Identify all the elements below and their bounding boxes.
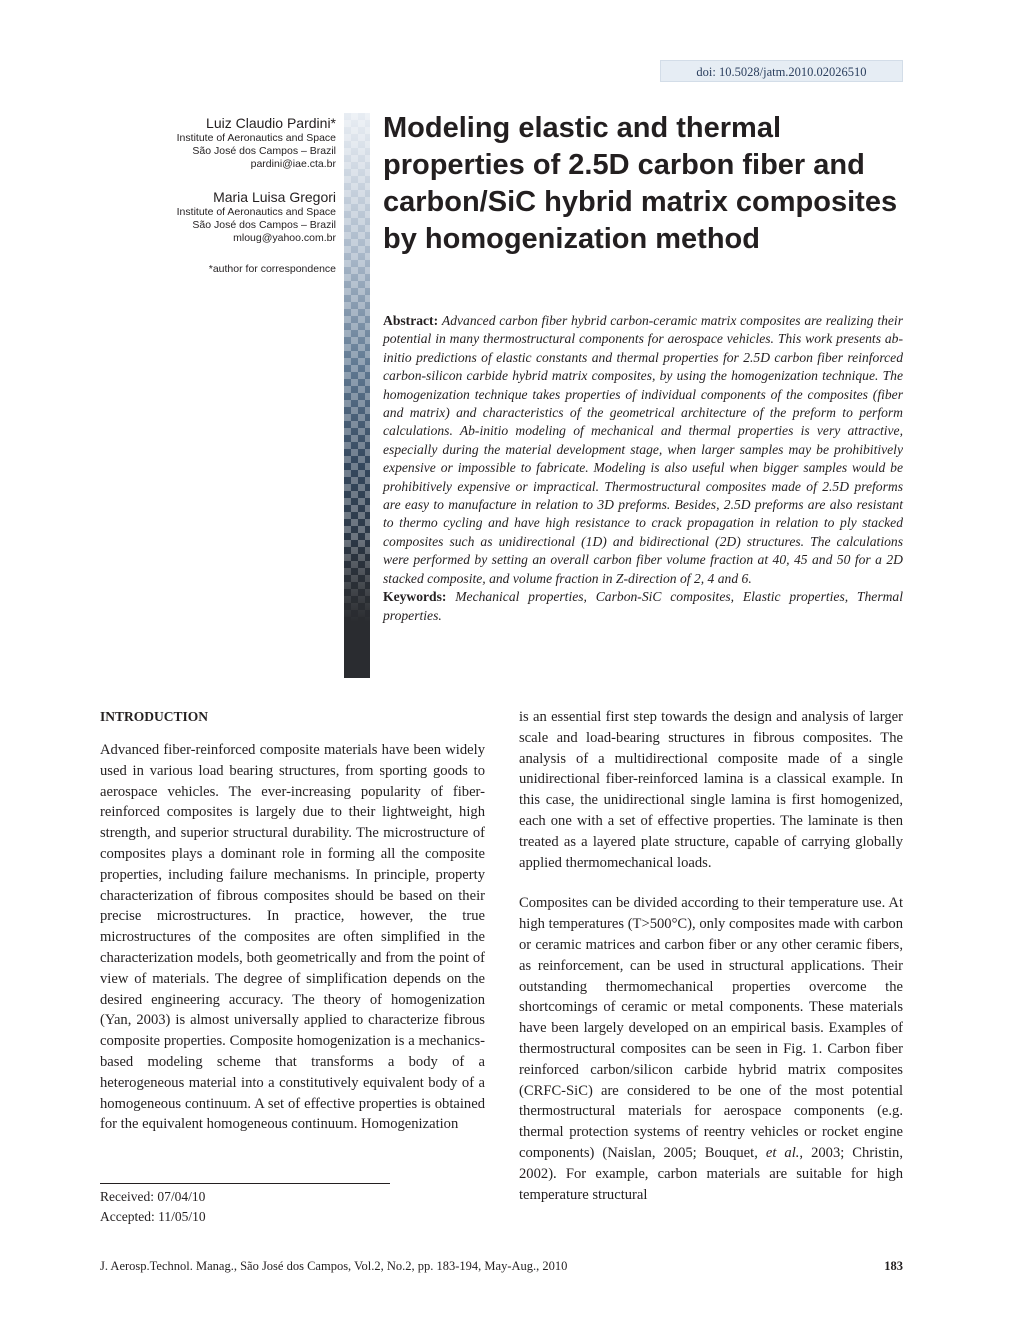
introduction-paragraph-2: [519, 893, 903, 1205]
keywords-label: Keywords:: [383, 589, 447, 605]
abstract-label: Abstract:: [383, 313, 439, 328]
footnote-divider: [100, 1183, 390, 1184]
author-name: Luiz Claudio Pardini*: [206, 115, 336, 131]
abstract: [383, 312, 903, 625]
abstract-text: Advanced carbon fiber hybrid carbon-ceramic matrix composites are realizing their potential in many thermostructural components for aerospace vehicles. This work presents ab-initio predictions of elastic constants and thermal properties for 2.5D carbon fiber reinforced carbon-silicon carbide hybrid matrix composites, by using the homogenization technique. The homogenization technique takes properties of individual components of the composites (fiber and matrix) and characteristics of the geometrical architecture of the preform to perform calculations. Ab-initio modeling of mechanical and thermal properties is very attractive, especially during the material development stage, when larger samples may be prohibitively expensive or impossible to fabricate. Modeling is also useful when bigger samples would be prohibitively expensive or impractical. Thermostructural composites made of 2.5D preforms are easy to manufacture in relation to 3D preforms. Besides, 2.5D preforms are also resistant to thermo cycling and have high resistance to crack propagation in relation to ply stacked composites such as unidirectional (1D) and bidirectional (2D) structures. The calculations were performed by setting an overall carbon fiber volume fraction at 40, 45 and 50 for a 2D stacked composite, and volume fraction in Z-direction of 2, 4 and 6.: [383, 313, 903, 586]
keywords-text: Mechanical properties, Carbon-SiC composites, Elastic properties, Thermal properties.: [383, 589, 904, 623]
page-footer: [100, 1258, 903, 1274]
author-email[interactable]: mloug@yahoo.com.br: [233, 232, 336, 244]
doi-badge[interactable]: doi: 10.5028/jatm.2010.02026510: [660, 60, 903, 82]
paragraph-2-text-continued: , 2003; Christin, 2002). For example, carbon materials are suitable for high temperature structural: [519, 1144, 903, 1203]
author-name: Maria Luisa Gregori: [213, 189, 336, 205]
author-email[interactable]: pardini@iae.cta.br: [250, 158, 336, 170]
citation-et-al: et al.: [765, 1144, 800, 1161]
paragraph-2-text: Composites can be divided according to their temperature use. At high temperatures (T>500°C), only composites made with carbon or ceramic matrices and carbon fiber or any other ceramic fibers, as reinforcement, can be used in structural applications. Their outstanding thermomechanical properties overcome the shortcomings of ceramic or metal components. These materials have been largely developed on an empirical basis. Examples of thermostructural composites can be seen in Fig. 1. Carbon fiber reinforced carbon/silicon carbide hybrid matrix composites (CRFC-SiC) are considered to be one of the most potential thermostructural materials for aerospace components (e.g. thermal protection systems of reentry vehicles or rocket engine components) (Naislan, 2005; Bouquet,: [519, 895, 903, 1161]
introduction-paragraph-1: Advanced fiber-reinforced composite materials have been widely used in various load bearing structures, from sporting goods to aerospace vehicles. The ever-increasing popularity of fiber-reinforced composites is largely due to their lightweight, high strength, and superior structural durability. The microstructure of composites plays a dominant role in forming all the composite properties, including failure mechanisms. In principle, property characterization of fibrous composites should be based on their precise microstructures. In practice, however, the true microstructures of the composites are often simplified in the characterization models, both geometrically and from the point of view of materials. The degree of simplification depends on the desired engineering accuracy. The theory of homogenization (Yan, 2003) is almost universally applied to characterize fibrous composite properties. Composite homogenization is a mechanics-based modeling scheme that transforms a body of a heterogeneous material into a constitutively equivalent body of a homogeneous continuum. A set of effective properties is obtained for the equivalent homogeneous continuum. Homogenization: [100, 742, 485, 1133]
introduction-paragraph-1-continued: is an essential first step towards the design and analysis of larger scale and load-bearing structures in fibrous composites. The analysis of a multidirectional composite made of a single unidirectional fiber-reinforced lamina is a classical example. In this case, the unidirectional single lamina is first homogenized, each one with a set of effective properties. The laminate is then treated as a layered plate structure, capable of carrying globally applied thermomechanical loads.: [519, 709, 903, 871]
section-heading-introduction: INTRODUCTION: [100, 709, 209, 724]
author-block: [100, 115, 336, 276]
author-2: [100, 189, 336, 245]
page-number: 183: [884, 1259, 903, 1273]
right-column: [519, 707, 903, 1205]
left-column: [100, 708, 485, 1135]
received-date: Received: 07/04/10: [100, 1189, 206, 1204]
journal-citation: J. Aerosp.Technol. Manag., São José dos Campos, Vol.2, No.2, pp. 183-194, May-Aug., 2010: [100, 1259, 568, 1273]
author-affiliation: Institute of Aeronautics and Space: [176, 132, 336, 144]
submission-dates: [100, 1187, 206, 1227]
correspondence-note: *author for correspondence: [208, 263, 336, 275]
article-title: Modeling elastic and thermal properties of 2.5D carbon fiber and carbon/SiC hybrid matrix composites by homogenization method: [383, 112, 898, 255]
author-affiliation: Institute of Aeronautics and Space: [176, 206, 336, 218]
accepted-date: Accepted: 11/05/10: [100, 1209, 206, 1224]
author-location: São José dos Campos – Brazil: [192, 145, 336, 157]
decorative-checker-strip: [344, 113, 370, 678]
author-1: [100, 115, 336, 171]
author-location: São José dos Campos – Brazil: [192, 219, 336, 231]
